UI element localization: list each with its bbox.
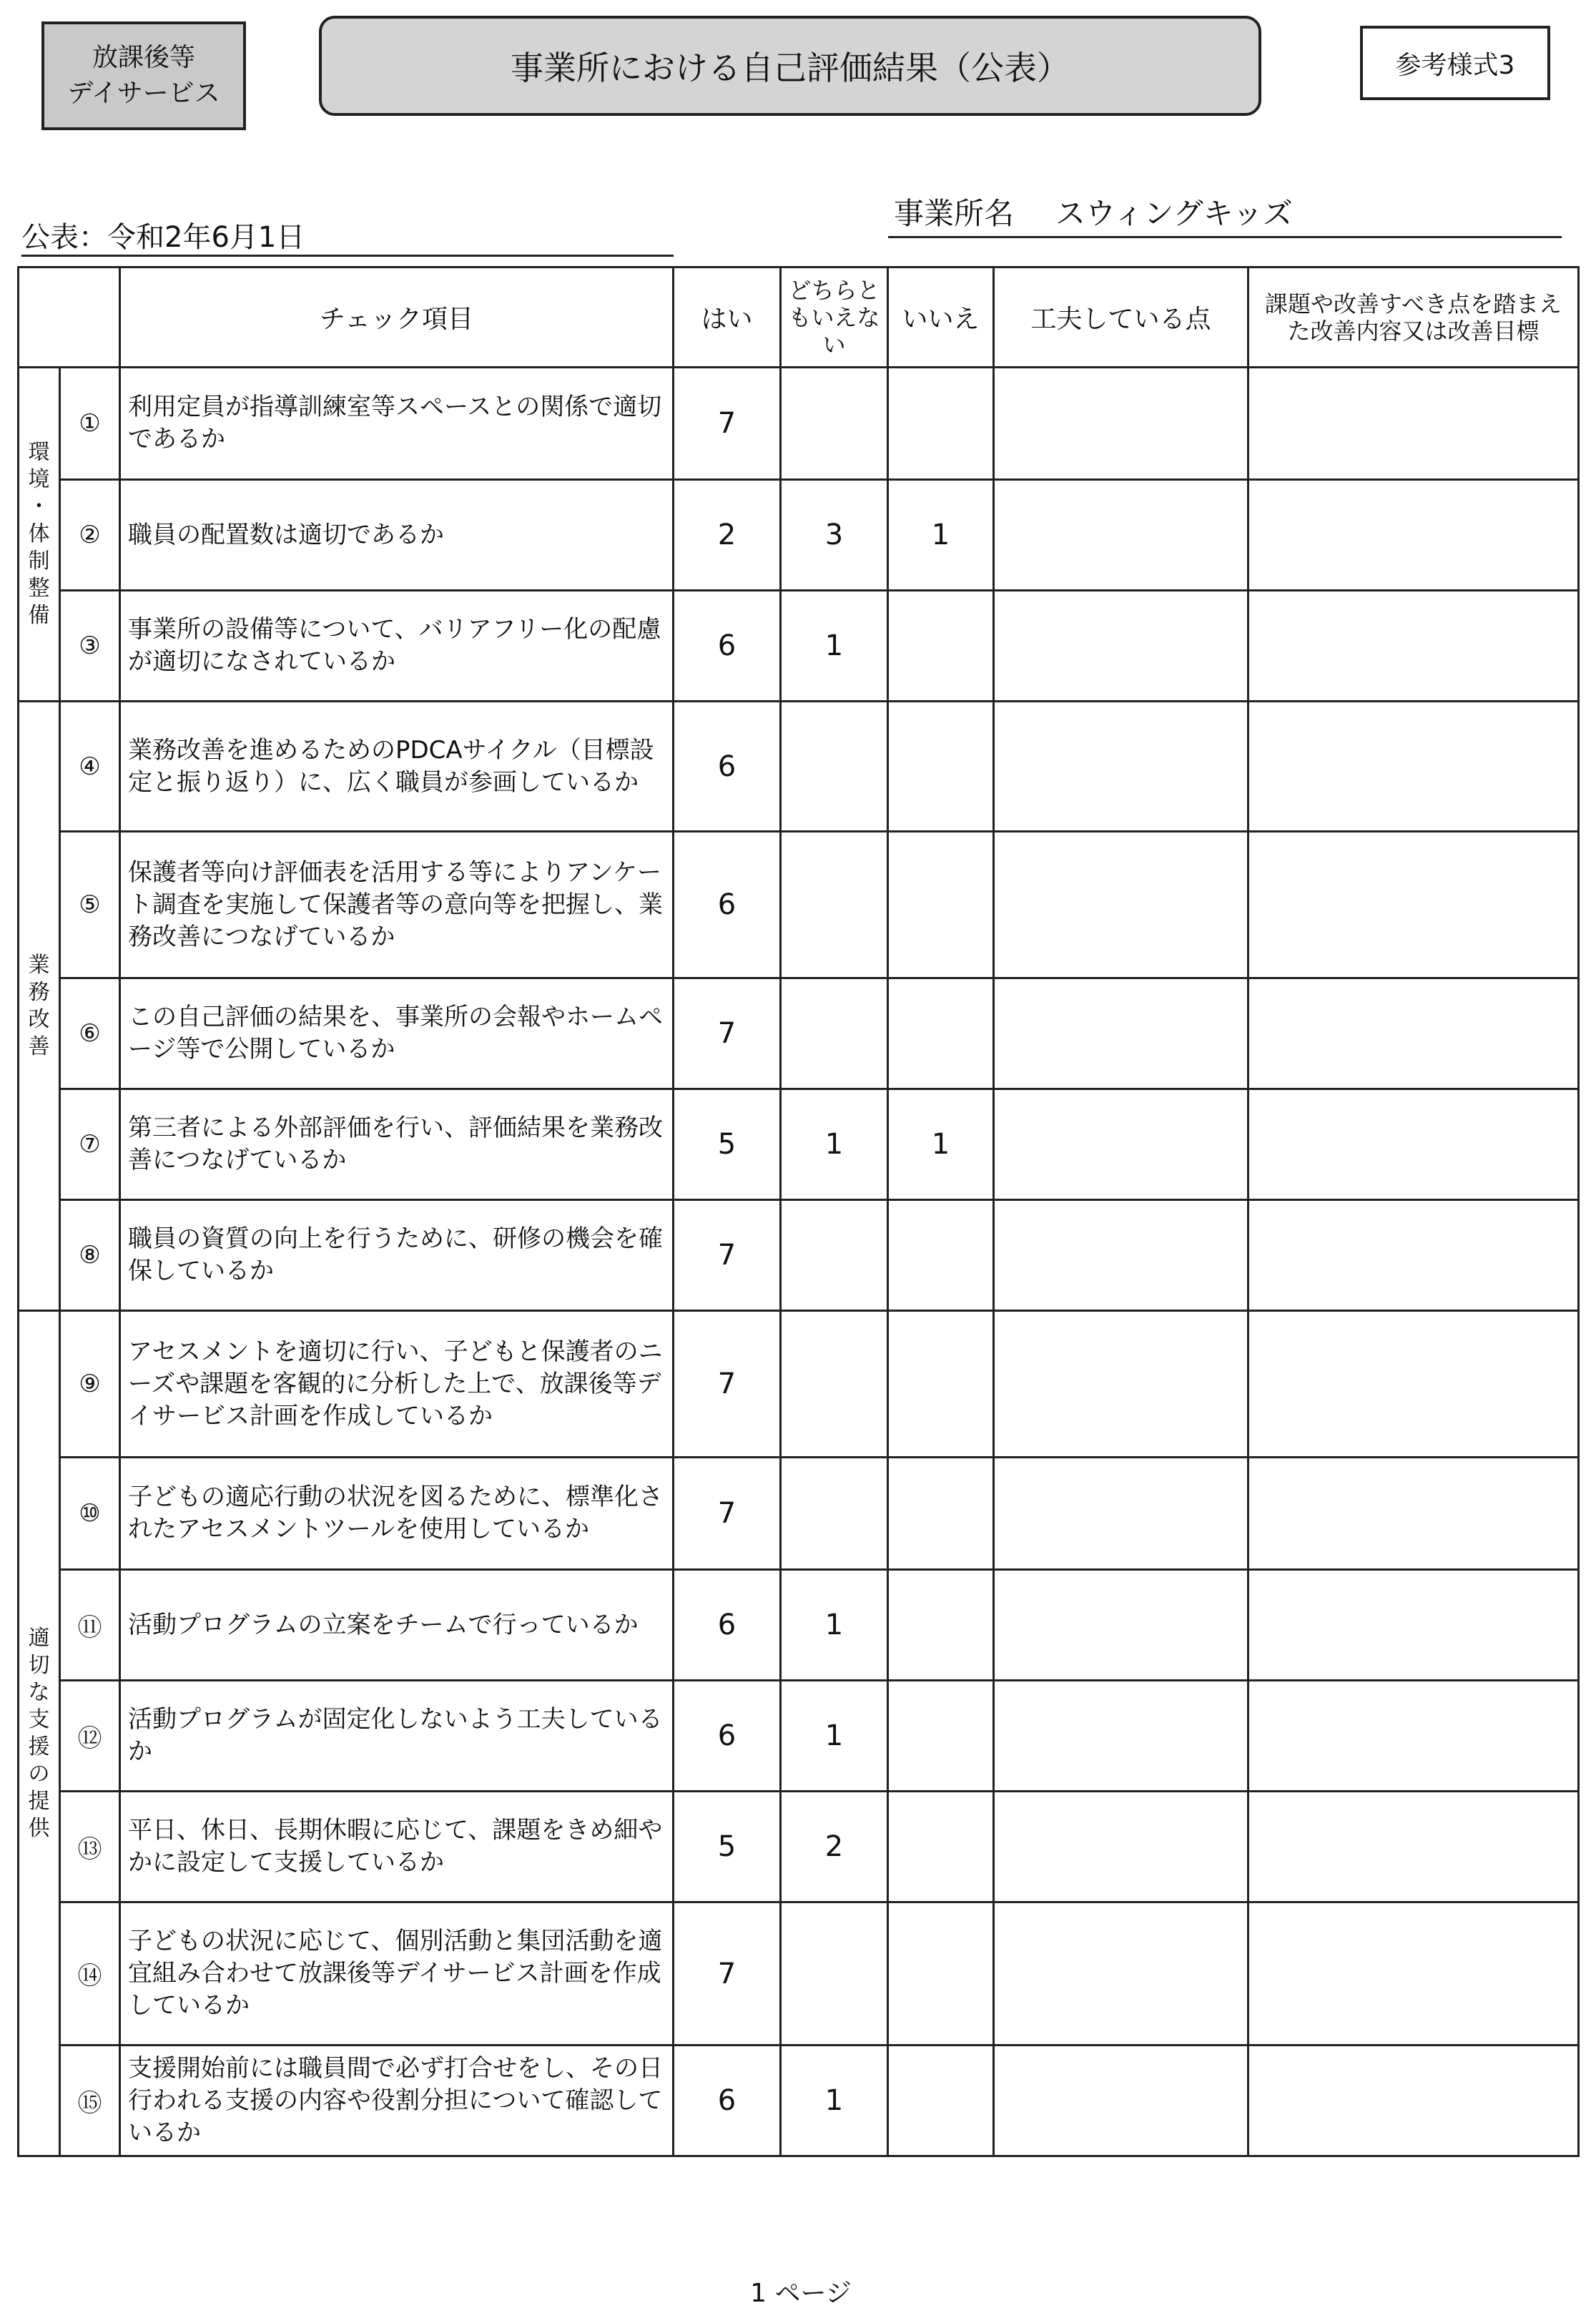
- yes-count: 7: [674, 978, 781, 1089]
- check-item-text: 事業所の設備等について、バリアフリー化の配慮が適切になされているか: [120, 591, 674, 702]
- row-number: ⑤: [60, 832, 120, 978]
- neither-count: 1: [781, 2046, 888, 2156]
- check-item-text: 職員の配置数は適切であるか: [120, 480, 674, 591]
- table-row: [19, 1902, 1579, 2046]
- yes-count: 6: [674, 591, 781, 702]
- service-type-line1: 放課後等: [92, 43, 195, 72]
- yes-count: 5: [674, 1792, 781, 1902]
- yes-count: 2: [674, 480, 781, 591]
- no-count: [888, 832, 994, 978]
- table-row: [19, 1792, 1579, 1902]
- neither-count: [781, 1311, 888, 1458]
- check-item-text: 支援開始前には職員間で必ず打合せをし、その日行われる支援の内容や役割分担について確認しているか: [120, 2046, 674, 2156]
- no-count: [888, 702, 994, 832]
- office-name-label: 事業所名: [894, 196, 1015, 231]
- efforts-cell: [994, 1311, 1248, 1458]
- improvements-cell: [1248, 368, 1579, 480]
- yes-count: 7: [674, 1311, 781, 1458]
- improvements-cell: [1248, 1902, 1579, 2046]
- table-row: [19, 368, 1579, 480]
- header-efforts: 工夫している点: [994, 267, 1248, 368]
- neither-count: 1: [781, 591, 888, 702]
- no-count: [888, 1681, 994, 1792]
- yes-count: 6: [674, 1570, 781, 1681]
- category-label: 業 務 改 善: [19, 702, 60, 1311]
- no-count: [888, 1458, 994, 1570]
- header-check-item: チェック項目: [120, 267, 674, 368]
- no-count: [888, 2046, 994, 2156]
- form-reference-badge: 参考様式3: [1360, 26, 1550, 100]
- no-count: [888, 368, 994, 480]
- improvements-cell: [1248, 978, 1579, 1089]
- yes-count: 7: [674, 1902, 781, 2046]
- efforts-cell: [994, 1681, 1248, 1792]
- row-number: ⑦: [60, 1089, 120, 1200]
- yes-count: 7: [674, 1200, 781, 1311]
- check-item-text: 利用定員が指導訓練室等スペースとの関係で適切であるか: [120, 368, 674, 480]
- yes-count: 6: [674, 2046, 781, 2156]
- service-type-line2: デイサービス: [67, 79, 220, 108]
- table-header-row: [19, 267, 1579, 368]
- improvements-cell: [1248, 591, 1579, 702]
- neither-count: 1: [781, 1681, 888, 1792]
- improvements-cell: [1248, 1458, 1579, 1570]
- neither-count: [781, 1458, 888, 1570]
- check-item-text: 保護者等向け評価表を活用する等によりアンケート調査を実施して保護者等の意向等を把握し、業務改善につなげているか: [120, 832, 674, 978]
- office-name-value: スウィングキッズ: [1055, 196, 1293, 231]
- table-row: [19, 2046, 1579, 2156]
- table-row: [19, 1570, 1579, 1681]
- table-row: [19, 1089, 1579, 1200]
- row-number: ④: [60, 702, 120, 832]
- check-item-text: 職員の資質の向上を行うために、研修の機会を確保しているか: [120, 1200, 674, 1311]
- check-item-text: 子どもの状況に応じて、個別活動と集団活動を適宜組み合わせて放課後等デイサービス計画を作成しているか: [120, 1902, 674, 2046]
- efforts-cell: [994, 1200, 1248, 1311]
- efforts-cell: [994, 1089, 1248, 1200]
- row-number: ①: [60, 368, 120, 480]
- category-label: 適 切 な 支 援 の 提 供: [19, 1311, 60, 2156]
- no-count: 1: [888, 1089, 994, 1200]
- table-row: [19, 1200, 1579, 1311]
- no-count: [888, 1570, 994, 1681]
- improvements-cell: [1248, 1681, 1579, 1792]
- neither-count: [781, 702, 888, 832]
- check-item-text: 業務改善を進めるためのPDCAサイクル（目標設定と振り返り）に、広く職員が参画しているか: [120, 702, 674, 832]
- row-number: ⑮: [60, 2046, 120, 2156]
- yes-count: 5: [674, 1089, 781, 1200]
- check-item-text: 活動プログラムが固定化しないよう工夫しているか: [120, 1681, 674, 1792]
- category-label: 環 境 ・ 体 制 整 備: [19, 368, 60, 702]
- page-number: 1 ページ: [750, 2279, 852, 2308]
- neither-count: 1: [781, 1089, 888, 1200]
- yes-count: 6: [674, 832, 781, 978]
- efforts-cell: [994, 978, 1248, 1089]
- header-blank-cell: [19, 267, 120, 368]
- table-row: [19, 978, 1579, 1089]
- no-count: 1: [888, 480, 994, 591]
- row-number: ⑥: [60, 978, 120, 1089]
- row-number: ③: [60, 591, 120, 702]
- row-number: ⑨: [60, 1311, 120, 1458]
- row-number: ⑭: [60, 1902, 120, 2046]
- row-number: ⑩: [60, 1458, 120, 1570]
- improvements-cell: [1248, 1570, 1579, 1681]
- efforts-cell: [994, 591, 1248, 702]
- efforts-cell: [994, 1458, 1248, 1570]
- efforts-cell: [994, 1902, 1248, 2046]
- check-item-text: 活動プログラムの立案をチームで行っているか: [120, 1570, 674, 1681]
- neither-count: [781, 368, 888, 480]
- no-count: [888, 1902, 994, 2046]
- table-row: [19, 480, 1579, 591]
- improvements-cell: [1248, 702, 1579, 832]
- row-number: ⑪: [60, 1570, 120, 1681]
- yes-count: 6: [674, 1681, 781, 1792]
- header-yes: はい: [674, 267, 781, 368]
- improvements-cell: [1248, 1311, 1579, 1458]
- improvements-cell: [1248, 1200, 1579, 1311]
- table-row: [19, 591, 1579, 702]
- neither-count: [781, 978, 888, 1089]
- check-item-text: 第三者による外部評価を行い、評価結果を業務改善につなげているか: [120, 1089, 674, 1200]
- improvements-cell: [1248, 1792, 1579, 1902]
- publication-date: 公表：令和2年6月1日: [21, 215, 674, 257]
- efforts-cell: [994, 1792, 1248, 1902]
- neither-count: 2: [781, 1792, 888, 1902]
- efforts-cell: [994, 1570, 1248, 1681]
- header-neither: どちらともいえない: [781, 267, 888, 368]
- improvements-cell: [1248, 832, 1579, 978]
- header-no: いいえ: [888, 267, 994, 368]
- check-item-text: 平日、休日、長期休暇に応じて、課題をきめ細やかに設定して支援しているか: [120, 1792, 674, 1902]
- neither-count: 1: [781, 1570, 888, 1681]
- efforts-cell: [994, 702, 1248, 832]
- no-count: [888, 978, 994, 1089]
- table-row: [19, 832, 1579, 978]
- neither-count: [781, 1902, 888, 2046]
- row-number: ②: [60, 480, 120, 591]
- neither-count: 3: [781, 480, 888, 591]
- efforts-cell: [994, 832, 1248, 978]
- efforts-cell: [994, 2046, 1248, 2156]
- office-underline: [888, 236, 1562, 238]
- efforts-cell: [994, 480, 1248, 591]
- page-title: 事業所における自己評価結果（公表）: [319, 16, 1261, 116]
- no-count: [888, 1200, 994, 1311]
- row-number: ⑧: [60, 1200, 120, 1311]
- improvements-cell: [1248, 1089, 1579, 1200]
- table-row: [19, 1458, 1579, 1570]
- no-count: [888, 591, 994, 702]
- neither-count: [781, 1200, 888, 1311]
- check-item-text: アセスメントを適切に行い、子どもと保護者のニーズや課題を客観的に分析した上で、放課後等デイサービス計画を作成しているか: [120, 1311, 674, 1458]
- yes-count: 7: [674, 1458, 781, 1570]
- check-item-text: 子どもの適応行動の状況を図るために、標準化されたアセスメントツールを使用しているか: [120, 1458, 674, 1570]
- improvements-cell: [1248, 2046, 1579, 2156]
- improvements-cell: [1248, 480, 1579, 591]
- service-type-badge: [41, 21, 246, 130]
- no-count: [888, 1311, 994, 1458]
- row-number: ⑬: [60, 1792, 120, 1902]
- self-evaluation-table: [17, 266, 1580, 2157]
- header-improvements: 課題や改善すべき点を踏まえた改善内容又は改善目標: [1248, 267, 1579, 368]
- check-item-text: この自己評価の結果を、事業所の会報やホームページ等で公開しているか: [120, 978, 674, 1089]
- row-number: ⑫: [60, 1681, 120, 1792]
- yes-count: 6: [674, 702, 781, 832]
- yes-count: 7: [674, 368, 781, 480]
- neither-count: [781, 832, 888, 978]
- no-count: [888, 1792, 994, 1902]
- office-name-row: [894, 190, 1293, 233]
- table-row: [19, 1311, 1579, 1458]
- table-row: [19, 702, 1579, 832]
- efforts-cell: [994, 368, 1248, 480]
- table-row: [19, 1681, 1579, 1792]
